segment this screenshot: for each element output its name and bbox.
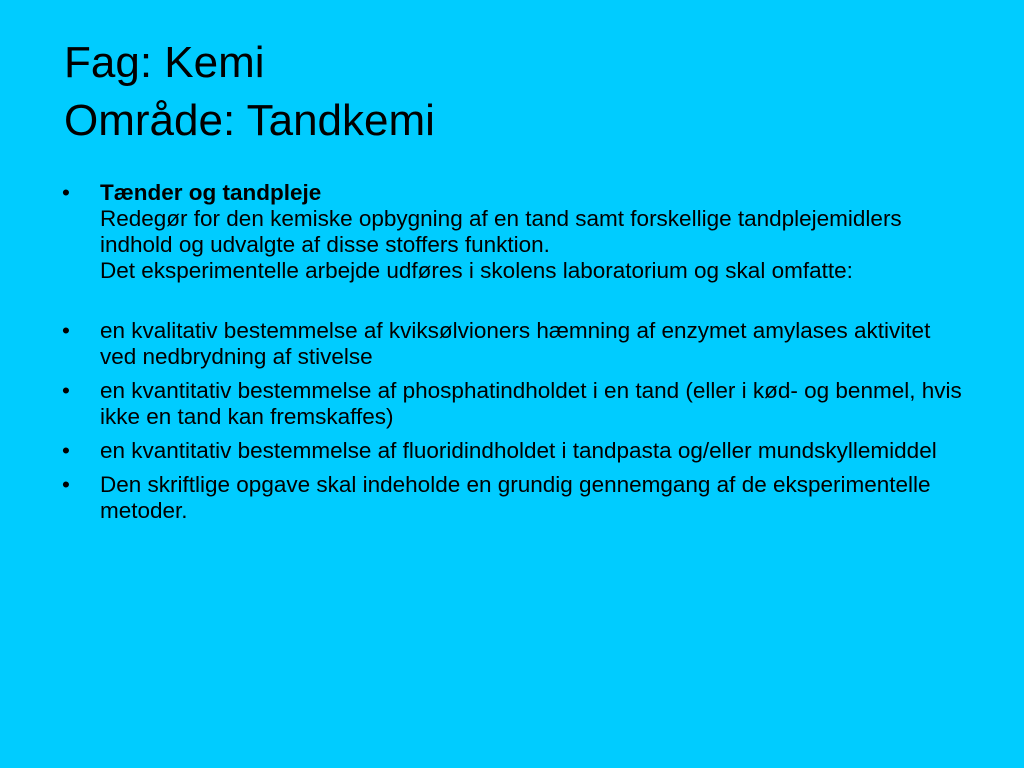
list-item <box>62 472 962 524</box>
list-item-text: Den skriftlige opgave skal indeholde en grundig gennemgang af de eksperimentelle metoder. <box>100 472 931 523</box>
title-line-subject: Fag: Kemi <box>64 38 265 87</box>
bullet-marker: • <box>62 378 70 403</box>
bullet-marker: • <box>62 318 70 343</box>
section-heading: Tænder og tandpleje <box>100 180 322 205</box>
bullet-list <box>62 180 962 532</box>
title-line-area: Område: Tandkemi <box>64 96 435 145</box>
list-item <box>62 318 962 370</box>
section-requirement: Det eksperimentelle arbejde udføres i skolens laboratorium og skal omfatte: <box>100 258 853 283</box>
bullet-marker: • <box>62 180 70 205</box>
list-item-text: en kvantitativ bestemmelse af phosphatindholdet i en tand (eller i kød- og benmel, hvis ikke en tand kan fremskaffes) <box>100 378 962 429</box>
list-item <box>62 438 962 464</box>
slide-title <box>64 34 964 150</box>
list-item-section <box>62 180 962 284</box>
list-item-text: en kvantitativ bestemmelse af fluoridindholdet i tandpasta og/eller mundskyllemiddel <box>100 438 937 463</box>
list-item <box>62 378 962 430</box>
bullet-marker: • <box>62 438 70 463</box>
list-item-text: en kvalitativ bestemmelse af kviksølvioners hæmning af enzymet amylases aktivitet ved nedbrydning af stivelse <box>100 318 931 369</box>
bullet-marker: • <box>62 472 70 497</box>
section-description: Redegør for den kemiske opbygning af en tand samt forskellige tandplejemidlers indhold og udvalgte af disse stoffers funktion. <box>100 206 902 257</box>
